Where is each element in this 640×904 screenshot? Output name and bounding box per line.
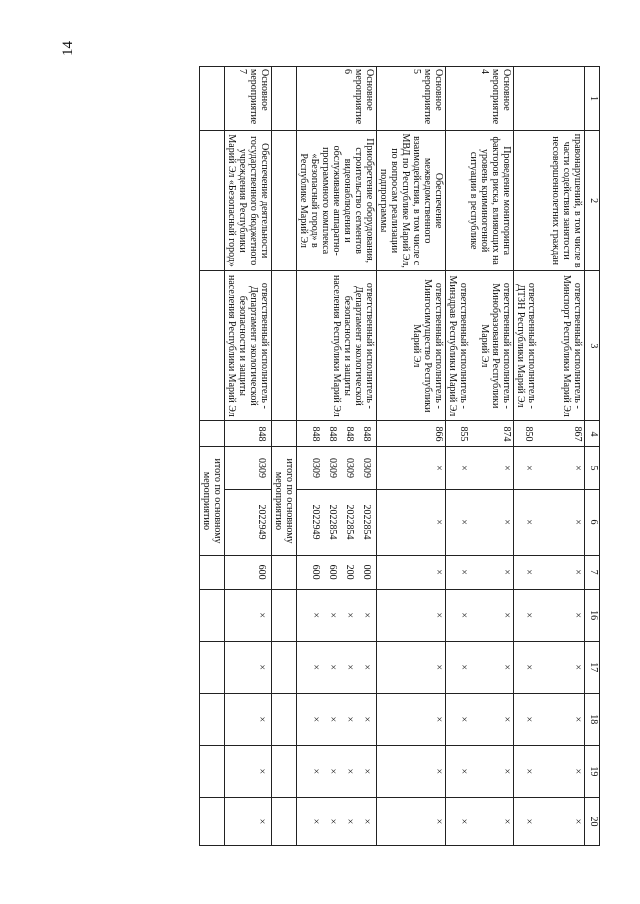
grbs-code: 866 (377, 421, 446, 447)
x-mark: × (572, 612, 583, 618)
year-col-18 (446, 693, 514, 745)
measure-name: Основное мероприятие 7 (225, 67, 272, 131)
year-col-18: × (377, 693, 446, 745)
measure-name (514, 67, 585, 131)
x-mark: × (523, 716, 534, 723)
executor (514, 271, 585, 421)
x-mark: × (501, 818, 512, 825)
executor: ответственный исполнитель - Департамент экологической безопасности и защиты населения Республики Марий Эл (297, 271, 377, 421)
x-mark: × (523, 612, 534, 618)
header-row (585, 67, 600, 846)
x-mark: × (256, 768, 267, 775)
x-mark: × (344, 818, 355, 825)
grbs-value: 848 (256, 426, 267, 442)
year-col-19 (514, 745, 585, 797)
x-mark: × (327, 818, 338, 825)
x-mark: × (523, 465, 534, 471)
rzpr-value: 0309 (310, 457, 321, 478)
x-mark: × (572, 664, 583, 671)
year-col-17: × (377, 641, 446, 693)
x-mark: × (310, 612, 321, 618)
csr-value: 2022854 (361, 504, 372, 540)
year-col-16 (225, 589, 272, 641)
x-mark: × (310, 818, 321, 825)
x-mark: × (458, 612, 469, 618)
grbs-code (446, 421, 514, 447)
year-col-19 (297, 745, 377, 797)
total-row (200, 67, 225, 846)
rzpr-code (514, 447, 585, 489)
x-mark: × (572, 716, 583, 723)
x-mark: × (344, 664, 355, 671)
x-mark: × (458, 768, 469, 775)
vr-code: × (377, 555, 446, 589)
executor-text: ответственный исполнитель - Минспорт Республики Марий Эл (561, 274, 583, 417)
x-mark: × (344, 768, 355, 775)
measure-description: правонарушений, в том числе в части содействия занятости несовершеннолетних граждан (514, 131, 585, 271)
grbs-value: 874 (501, 426, 512, 442)
x-mark: × (327, 768, 338, 775)
x-mark: × (501, 569, 512, 575)
col-header: 20 (585, 797, 600, 845)
x-mark: × (572, 465, 583, 471)
year-col-16 (297, 589, 377, 641)
x-mark: × (256, 612, 267, 618)
x-mark: × (256, 818, 267, 825)
x-mark: × (523, 768, 534, 775)
x-mark: × (501, 519, 512, 525)
x-mark: × (344, 716, 355, 723)
col-header: 4 (585, 421, 600, 447)
x-mark: × (361, 716, 372, 723)
x-mark: × (458, 818, 469, 825)
table-row (377, 67, 446, 846)
x-mark: × (501, 465, 512, 471)
vr-code (514, 555, 585, 589)
x-mark: × (523, 569, 534, 575)
col-header: 5 (585, 447, 600, 489)
year-col-17 (446, 641, 514, 693)
grbs-value: 850 (523, 426, 534, 442)
vr-value: 200 (344, 564, 355, 580)
col-header: 3 (585, 271, 600, 421)
measure-name: Основное мероприятие 6 (297, 67, 377, 131)
year-col-20: × (377, 797, 446, 845)
x-mark: × (310, 664, 321, 671)
x-mark: × (458, 716, 469, 723)
year-col-20 (297, 797, 377, 845)
rzpr-code: × (377, 447, 446, 489)
measure-description: Обеспечение деятельности государственного бюджетного учреждения Республики Марий Эл «Безопасный город» (225, 131, 272, 271)
year-col-16 (514, 589, 585, 641)
year-col-18 (514, 693, 585, 745)
x-mark: × (256, 716, 267, 723)
rotated-table-container (120, 66, 600, 846)
grbs-value: 848 (361, 426, 372, 442)
x-mark: × (501, 612, 512, 618)
x-mark: × (361, 768, 372, 775)
x-mark: × (572, 569, 583, 575)
col-header: 1 (585, 67, 600, 131)
rzpr-value: 0309 (361, 457, 372, 478)
x-mark: × (344, 612, 355, 618)
vr-value: 600 (256, 564, 267, 580)
year-col-17 (225, 641, 272, 693)
rzpr-code (297, 447, 377, 489)
grbs-code (297, 421, 377, 447)
x-mark: × (572, 768, 583, 775)
csr-value: 2022949 (310, 504, 321, 540)
x-mark: × (361, 612, 372, 618)
year-col-19: × (377, 745, 446, 797)
x-mark: × (327, 664, 338, 671)
x-mark: × (523, 818, 534, 825)
table-row (446, 67, 514, 846)
measure-description: Обеспечение межведомственного взаимодействия, в том числе с МВД по Республике Марий Эл, по вопросам реализации подпрограммы (377, 131, 446, 271)
csr-code (514, 489, 585, 555)
csr-value: 2022949 (256, 504, 267, 540)
year-col-18 (297, 693, 377, 745)
col-header: 7 (585, 555, 600, 589)
csr-value: 2022854 (327, 504, 338, 540)
col-header: 2 (585, 131, 600, 271)
x-mark: × (458, 465, 469, 471)
vr-code (446, 555, 514, 589)
col-header: 19 (585, 745, 600, 797)
x-mark: × (361, 818, 372, 825)
x-mark: × (310, 716, 321, 723)
year-col-17 (514, 641, 585, 693)
year-col-19 (225, 745, 272, 797)
x-mark: × (572, 519, 583, 525)
executor-text: ответственный исполнитель - ДТЗН Республики Марий Эл (515, 282, 537, 409)
csr-code: × (377, 489, 446, 555)
year-col-17 (297, 641, 377, 693)
vr-value: 600 (327, 564, 338, 580)
rzpr-code (225, 447, 272, 489)
col-header: 6 (585, 489, 600, 555)
rzpr-value: 0309 (327, 457, 338, 478)
page-number: 14 (60, 41, 76, 56)
x-mark: × (523, 519, 534, 525)
x-mark: × (361, 664, 372, 671)
year-col-19 (446, 745, 514, 797)
rzpr-value: 0309 (256, 457, 267, 478)
csr-code (446, 489, 514, 555)
vr-code (225, 555, 272, 589)
executor: ответственный исполнитель - Департамент экологической безопасности и защиты населения Республики Марий Эл (225, 271, 272, 421)
year-col-16: × (377, 589, 446, 641)
grbs-value: 848 (327, 426, 338, 442)
executor-text: ответственный исполнитель - Минздрав Республики Марий Эл (447, 275, 469, 417)
year-col-20 (225, 797, 272, 845)
executor: ответственный исполнитель - Мингосимущество Республики Марий Эл (377, 271, 446, 421)
measure-name: Основное мероприятие 4 (446, 67, 514, 131)
grbs-code (225, 421, 272, 447)
x-mark: × (523, 664, 534, 671)
x-mark: × (327, 716, 338, 723)
total-label: итого по основному мероприятию (272, 447, 297, 555)
budget-table (199, 66, 600, 846)
col-header: 16 (585, 589, 600, 641)
table-row (514, 67, 585, 846)
grbs-value: 855 (458, 426, 469, 442)
executor-text: ответственный исполнитель - Минобразования Республики Марий Эл (479, 282, 512, 409)
measure-description: Проведение мониторинга факторов риска, влияющих на уровень криминогенной ситуации в республике (446, 131, 514, 271)
rzpr-code (446, 447, 514, 489)
x-mark: × (501, 768, 512, 775)
col-header: 17 (585, 641, 600, 693)
x-mark: × (501, 664, 512, 671)
total-row (272, 67, 297, 846)
csr-value: 2022854 (344, 504, 355, 540)
executor (446, 271, 514, 421)
measure-description: Приобретение оборудования, строительство сегментов видеонаблюдения и обслуживание аппаратно-программного комплекса «Безопасный город» в Республике Марий Эл (297, 131, 377, 271)
csr-code (297, 489, 377, 555)
table-row (297, 67, 377, 846)
year-col-20 (446, 797, 514, 845)
col-header: 18 (585, 693, 600, 745)
vr-code (297, 555, 377, 589)
grbs-value: 867 (572, 426, 583, 442)
measure-name: Основное мероприятие 5 (377, 67, 446, 131)
x-mark: × (458, 569, 469, 575)
year-col-20 (514, 797, 585, 845)
vr-value: 000 (361, 564, 372, 580)
grbs-value: 848 (344, 426, 355, 442)
csr-code (225, 489, 272, 555)
table-row (225, 67, 272, 846)
x-mark: × (572, 818, 583, 825)
grbs-code (514, 421, 585, 447)
total-label: итого по основному мероприятию (200, 447, 225, 555)
year-col-18 (225, 693, 272, 745)
x-mark: × (501, 716, 512, 723)
year-col-16 (446, 589, 514, 641)
x-mark: × (458, 519, 469, 525)
x-mark: × (256, 664, 267, 671)
x-mark: × (310, 768, 321, 775)
vr-value: 600 (310, 564, 321, 580)
rzpr-value: 0309 (344, 457, 355, 478)
x-mark: × (458, 664, 469, 671)
grbs-value: 848 (310, 426, 321, 442)
x-mark: × (327, 612, 338, 618)
